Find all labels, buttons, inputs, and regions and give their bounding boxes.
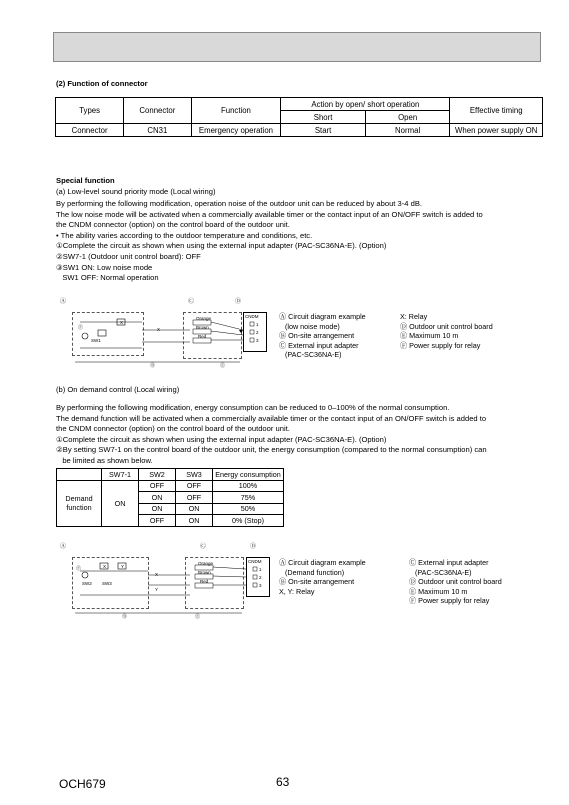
legend-line: Ⓔ Maximum 10 m (400, 331, 459, 340)
b-line: The demand function will be activated when a commercially available timer or the contact input of an ON/OFF switch is added to (56, 413, 487, 423)
wire-orange: Orange (196, 316, 212, 321)
cndm-label: CNDM (248, 559, 262, 564)
sw-cell: OFF (176, 480, 213, 492)
a-line: ②SW7-1 (Outdoor unit control board): OFF (56, 251, 201, 261)
relay-x: X (103, 564, 107, 569)
a-legend-left (279, 312, 366, 360)
special-title: Special function (56, 176, 115, 185)
label-E: Ⓔ (195, 614, 201, 620)
pin-3: 3 (259, 583, 262, 588)
cell-function: Emergency operation (191, 124, 281, 137)
b-line: the CNDM connector (option) on the control board of the outdoor unit. (56, 424, 290, 434)
a-line: SW1 OFF: Normal operation (56, 273, 159, 283)
wire-red: Red (200, 579, 209, 584)
cndm-label: CNDM (245, 314, 259, 319)
legend-line: (PAC-SC36NA-E) (279, 350, 342, 359)
label-F: Ⓕ (78, 325, 84, 331)
header-bar (53, 32, 541, 62)
legend-line: Ⓒ External input adapter (279, 340, 359, 350)
sw-cell: OFF (176, 492, 213, 504)
sw-cell: OFF (139, 480, 176, 492)
label-F: Ⓕ (76, 566, 82, 572)
legend-line: Ⓕ Power supply for relay (400, 340, 481, 350)
sw-cell: 50% (213, 503, 284, 515)
sw-cell: OFF (139, 515, 176, 527)
relay-x-label: X (155, 572, 159, 577)
sw-sw71-value: ON (102, 480, 139, 526)
sw-th-blank (57, 469, 102, 481)
page-number: 63 (276, 775, 290, 789)
sw1-label: SW1 (91, 338, 101, 343)
th-timing: Effective timing (450, 98, 543, 124)
diagram-b-wires (60, 545, 275, 625)
sw-th-energy: Energy consumption (213, 469, 284, 481)
footer-model: OCH679 (59, 777, 106, 791)
a-body (56, 199, 483, 284)
cell-connector: CN31 (124, 124, 191, 137)
a-legend-right (400, 312, 493, 350)
legend-line: Ⓒ External input adapter (409, 558, 489, 567)
label-A: Ⓐ (60, 299, 67, 305)
sw-th-sw2: SW2 (139, 469, 176, 481)
b-legend-left (279, 558, 366, 596)
label-B: Ⓑ (150, 363, 156, 369)
diagram-a (60, 300, 275, 375)
th-short: Short (281, 111, 365, 124)
b-body (56, 403, 487, 467)
cell-type: Connector (56, 124, 124, 137)
b-legend-right (409, 558, 502, 606)
wire-red: Red (198, 334, 207, 339)
label-E: Ⓔ (220, 363, 226, 369)
sw2-label: SW2 (82, 581, 92, 586)
legend-line: Ⓔ Maximum 10 m (409, 586, 468, 596)
cell-open: Normal (365, 124, 450, 137)
th-open: Open (365, 111, 450, 124)
pin-1: 1 (259, 567, 262, 572)
a-line: the CNDM connector (option) on the control board of the outdoor unit. (56, 220, 290, 230)
pin-2: 2 (259, 575, 262, 580)
th-types: Types (56, 98, 124, 124)
sw-cell: ON (139, 492, 176, 504)
legend-line: Ⓓ Outdoor unit control board (400, 321, 493, 331)
sw-cell: ON (176, 503, 213, 515)
relay-y-label: Y (155, 587, 159, 592)
legend-line: (Demand function) (279, 567, 345, 577)
pin-1: 1 (256, 322, 259, 327)
pin-2: 2 (256, 330, 259, 335)
relay-x: X (120, 320, 124, 325)
a-line: By performing the following modification, operation noise of the outdoor unit can be reduced by about 3-4 dB. (56, 199, 422, 208)
connector-table (55, 97, 543, 137)
b-line: ①Complete the circuit as shown when using the external input adapter (PAC-SC36NA-E). (Option) (56, 434, 387, 444)
label-C: Ⓒ (188, 299, 195, 305)
th-function: Function (191, 98, 281, 124)
legend-line: Ⓐ Circuit diagram example (279, 312, 366, 321)
sw-th-sw71: SW7-1 (102, 469, 139, 481)
wire-orange: Orange (198, 561, 214, 566)
label-D: Ⓓ (250, 544, 257, 550)
a-line: ③SW1 ON: Low noise mode (56, 262, 153, 272)
a-line: ①Complete the circuit as shown when using the external input adapter (PAC-SC36NA-E). (Option) (56, 241, 387, 251)
a-line: The low noise mode will be activated when a commercially available timer or the contact input of an ON/OFF switch is added to (56, 209, 483, 219)
diagram-b (60, 545, 275, 625)
a-title: (a) Low-level sound priority mode (Local wiring) (56, 187, 216, 196)
b-line: be limited as shown below. (56, 455, 153, 465)
relay-x-label: X (157, 327, 161, 332)
relay-y: Y (121, 564, 125, 569)
sw-row-label: Demand function (57, 480, 102, 526)
legend-line: X, Y: Relay (279, 586, 315, 596)
cell-short: Start (281, 124, 365, 137)
legend-line: Ⓐ Circuit diagram example (279, 558, 366, 567)
wire-brown: Brown (198, 570, 211, 575)
section-title: (2) Function of connector (56, 79, 148, 88)
legend-line: (PAC-SC36NA-E) (409, 567, 472, 577)
legend-line: Ⓓ Outdoor unit control board (409, 577, 502, 586)
pin-3: 3 (256, 338, 259, 343)
b-line: By performing the following modification, energy consumption can be reduced to 0–100% of the normal consumption. (56, 403, 450, 412)
b-title: (b) On demand control (Local wiring) (56, 385, 180, 394)
label-B: Ⓑ (122, 614, 128, 620)
sw-table (56, 468, 284, 527)
legend-line: Ⓑ On-site arrangement (279, 577, 355, 586)
label-A: Ⓐ (60, 544, 67, 550)
b-line: ②By setting SW7-1 on the control board of the outdoor unit, the energy consumption (compared to the normal consumption) can (56, 445, 487, 455)
wire-brown: Brown (196, 325, 209, 330)
label-D: Ⓓ (235, 299, 242, 305)
sw-th-sw3: SW3 (176, 469, 213, 481)
label-C: Ⓒ (200, 544, 207, 550)
legend-line: Ⓑ On-site arrangement (279, 331, 355, 340)
sw-cell: 75% (213, 492, 284, 504)
sw-cell: ON (176, 515, 213, 527)
legend-line: (low noise mode) (279, 321, 340, 331)
th-action: Action by open/ short operation (281, 98, 450, 111)
a-line: • The ability varies according to the outdoor temperature and conditions, etc. (56, 230, 313, 240)
sw-cell: 0% (Stop) (213, 515, 284, 527)
sw-cell: 100% (213, 480, 284, 492)
th-connector: Connector (124, 98, 191, 124)
legend-line: Ⓕ Power supply for relay (409, 596, 490, 605)
sw-cell: ON (139, 503, 176, 515)
legend-line: X: Relay (400, 312, 428, 321)
sw3-label: SW3 (102, 581, 112, 586)
cell-timing: When power supply ON (450, 124, 543, 137)
